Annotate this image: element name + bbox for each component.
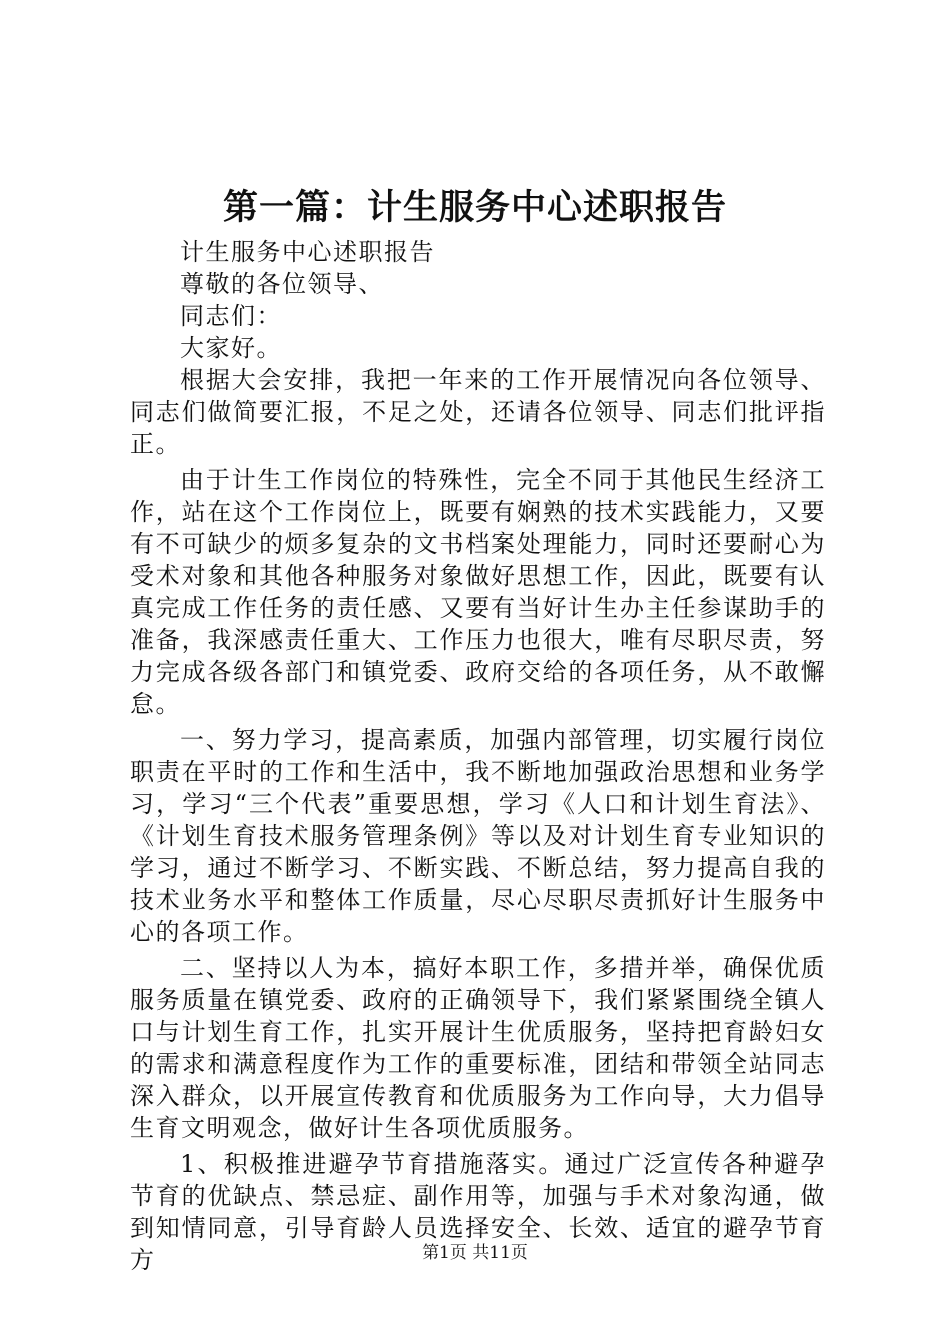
paragraph: 根据大会安排，我把一年来的工作开展情况向各位领导、同志们做简要汇报，不足之处，还请各位领导、同志们批评指正。	[130, 366, 826, 458]
document-body	[130, 236, 826, 1280]
page-footer: 第1页 共11页	[422, 1243, 528, 1263]
paragraph: 1、积极推进避孕节育措施落实。通过广泛宣传各种避孕节育的优缺点、禁忌症、副作用等，加强与手术对象沟通，做到知情同意，引导育龄人员选择安全、长效、适宜的避孕节育方	[130, 1150, 826, 1274]
paragraph: 同志们：	[180, 302, 282, 330]
paragraph: 计生服务中心述职报告	[180, 238, 435, 266]
paragraph: 由于计生工作岗位的特殊性，完全不同于其他民生经济工作，站在这个工作岗位上，既要有娴熟的技术实践能力，又要有不可缺少的烦多复杂的文书档案处理能力，同时还要耐心为受术对象和其他各种服务对象做好思想工作，因此，既要有认真完成工作任务的责任感、又要有当好计生办主任参谋助手的准备，我深感责任重大、工作压力也很大，唯有尽职尽责，努力完成各级各部门和镇党委、政府交给的各项任务，从不敢懈怠。	[130, 466, 826, 718]
document-title: 第一篇：计生服务中心述职报告	[222, 188, 727, 228]
paragraph: 尊敬的各位领导、	[180, 270, 384, 298]
paragraph: 二、坚持以人为本，搞好本职工作，多措并举，确保优质服务质量在镇党委、政府的正确领导下，我们紧紧围绕全镇人口与计划生育工作，扎实开展计生优质服务，坚持把育龄妇女的需求和满意程度作为工作的重要标准，团结和带领全站同志深入群众，以开展宣传教育和优质服务为工作向导，大力倡导生育文明观念，做好计生各项优质服务。	[130, 954, 826, 1142]
paragraph: 一、努力学习，提高素质，加强内部管理，切实履行岗位职责在平时的工作和生活中，我不断地加强政治思想和业务学习，学习“三个代表”重要思想，学习《人口和计划生育法》、《计划生育技术服务管理条例》等以及对计划生育专业知识的学习，通过不断学习、不断实践、不断总结，努力提高自我的技术业务水平和整体工作质量，尽心尽职尽责抓好计生服务中心的各项工作。	[130, 726, 826, 946]
paragraph: 大家好。	[180, 334, 282, 362]
